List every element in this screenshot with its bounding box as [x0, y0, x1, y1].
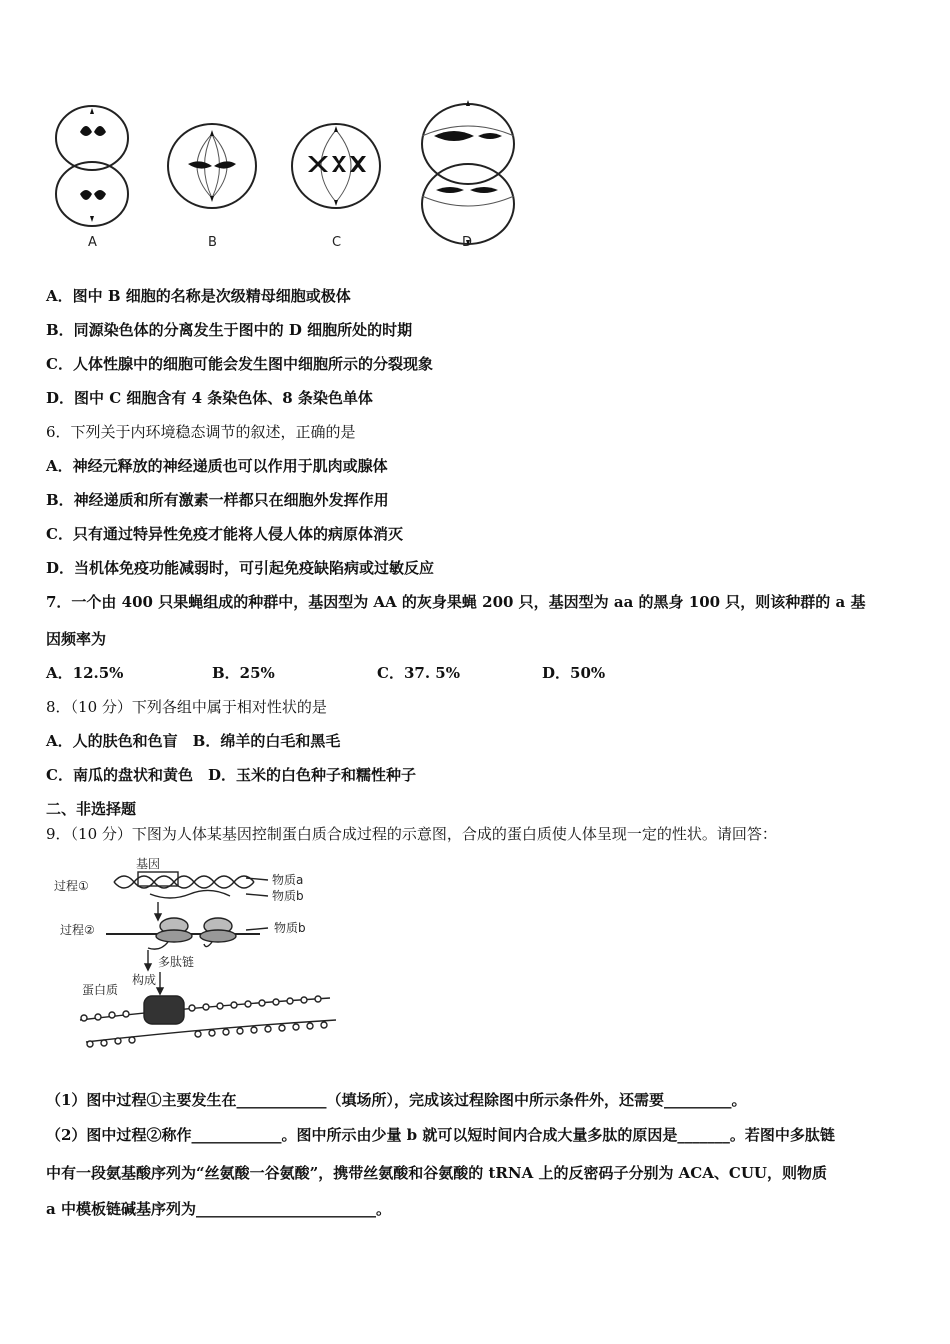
label-process2: 过程②: [60, 923, 95, 937]
label-protein: 蛋白质: [82, 983, 119, 997]
q7-stem-line1: 7．一个由 400 只果蝇组成的种群中，基因型为 AA 的灰身果蝇 200 只，基因型为 aa 的黑身 100 只，则该种群的 a 基: [46, 593, 866, 611]
q9-sub2-line3: a 中模板链碱基序列为________________________。: [46, 1200, 391, 1218]
q6-option-d: D．当机体免疫功能减弱时，可引起免疫缺陷病或过敏反应: [46, 559, 435, 577]
q5-option-b: B．同源染色体的分离发生于图中的 D 细胞所处的时期: [46, 321, 413, 339]
q7-option-a: A．12.5%: [46, 664, 124, 682]
q6-option-c: C．只有通过特异性免疫才能将人侵人体的病原体消灭: [46, 525, 403, 543]
label-polypeptide: 多肽链: [158, 955, 195, 969]
label-gene: 基因: [136, 857, 161, 871]
cell-d: [422, 100, 514, 246]
cell-division-figure: [50, 96, 530, 256]
cell-b: [168, 124, 256, 208]
q7-option-c: C．37. 5%: [377, 664, 460, 682]
figure-label-d: D: [462, 235, 473, 250]
figure-label-a: A: [88, 235, 97, 250]
label-substance-b-2: 物质b: [274, 921, 306, 935]
q8-row2: C．南瓜的盘状和黄色 D．玉米的白色种子和糯性种子: [46, 766, 416, 784]
q7-stem-line2: 因频率为: [46, 630, 107, 648]
q5-option-c: C．人体性腺中的细胞可能会发生图中细胞所示的分裂现象: [46, 355, 433, 373]
q7-option-b: B．25%: [212, 664, 275, 682]
label-process1: 过程①: [54, 879, 89, 893]
label-compose: 构成: [132, 973, 157, 987]
q8-row1: A．人的肤色和色盲 B．绵羊的白毛和黑毛: [46, 732, 341, 750]
cell-c: [292, 124, 380, 208]
q7-option-d: D．50%: [542, 664, 606, 682]
q9-stem: 9．（10 分）下图为人体某基因控制蛋白质合成过程的示意图，合成的蛋白质使人体呈现一定的性状。请回答：: [46, 825, 777, 843]
q9-sub1: （1）图中过程①主要发生在____________（填场所），完成该过程除图中所示条件外，还需要_________。: [46, 1091, 747, 1109]
figure-label-b: B: [208, 235, 217, 250]
q6-stem: 6．下列关于内环境稳态调节的叙述，正确的是: [46, 423, 356, 441]
q6-option-b: B．神经递质和所有激素一样都只在细胞外发挥作用: [46, 491, 389, 509]
q9-sub2-line2: 中有一段氨基酸序列为“丝氨酸一谷氨酸”，携带丝氨酸和谷氨酸的 tRNA 上的反密码子分别为 ACA、CUU，则物质: [46, 1164, 827, 1182]
section2-title: 二、非选择题: [46, 800, 137, 818]
label-substance-a: 物质a: [272, 873, 304, 887]
gene-expression-figure: [50, 854, 350, 1060]
q8-stem: 8．（10 分）下列各组中属于相对性状的是: [46, 698, 327, 716]
q6-option-a: A．神经元释放的神经递质也可以作用于肌肉或腺体: [46, 457, 388, 475]
q5-option-a: A．图中 B 细胞的名称是次级精母细胞或极体: [46, 287, 351, 305]
figure-label-c: C: [332, 235, 342, 250]
cell-a: [56, 106, 128, 226]
q7-options: [46, 663, 605, 683]
q9-sub2-line1: （2）图中过程②称作____________。图中所示由少量 b 就可以短时间内合成大量多肽的原因是_______。若图中多肽链: [46, 1126, 835, 1144]
label-substance-b-1: 物质b: [272, 889, 304, 903]
q5-option-d: D．图中 C 细胞含有 4 条染色体、8 条染色单体: [46, 389, 373, 407]
